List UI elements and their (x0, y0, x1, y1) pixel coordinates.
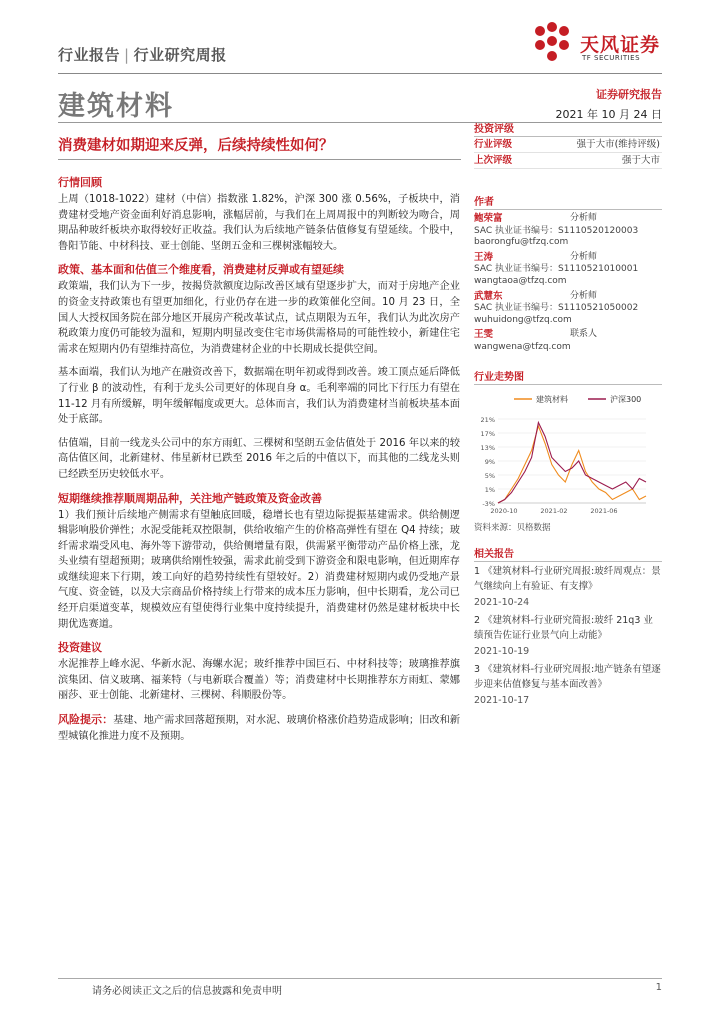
trend-heading: 行业走势图 (474, 370, 662, 385)
category-separator: | (124, 46, 130, 64)
y-tick-label: 17% (480, 429, 495, 438)
header-divider (58, 73, 662, 74)
risk-notice (58, 712, 460, 744)
author-entry (474, 252, 662, 288)
related-title[interactable]: 1 《建筑材料-行业研究周报:玻纤周观点：景气继续向上有验证、有支撑》 (474, 565, 661, 593)
category-primary: 行业报告 (58, 46, 121, 64)
report-type: 证券研究报告 (596, 88, 662, 101)
author-name: 武慧东 (474, 290, 503, 302)
rating-key: 上次评级 (474, 155, 513, 166)
rating-row (474, 137, 662, 153)
company-name: 天风证券 (580, 34, 661, 56)
section-recommendation (58, 491, 460, 633)
sidebar (474, 122, 662, 709)
risk-text: 基建、地产需求回落超预期，对水泥、玻璃价格涨价趋势造成影响；旧改和新型城镇化推进力度不及预期。 (58, 715, 461, 742)
author-email[interactable]: baorongfu@tfzq.com (474, 237, 569, 248)
related-item[interactable] (474, 613, 662, 660)
page-number: 1 (655, 982, 662, 993)
footer-disclaimer[interactable]: 请务必阅读正文之后的信息披露和免责申明 (92, 986, 282, 997)
section-heading: 短期继续推荐顺周期品种，关注地产链政策及资金改善 (58, 491, 322, 505)
legend-label: 建筑材料 (536, 394, 568, 404)
chart-source: 资料来源：贝格数据 (474, 522, 551, 533)
author-role: 分析师 (570, 251, 598, 262)
trend-chart-svg (474, 389, 662, 519)
rating-heading: 投资评级 (474, 122, 662, 137)
title-divider (58, 159, 461, 160)
sector-title: 建筑材料 (58, 91, 174, 122)
report-date: 2021 年 10 月 24 日 (555, 108, 662, 121)
report-title: 消费建材如期迎来反弹，后续持续性如何？ (58, 138, 334, 154)
author-cert: SAC 执业证书编号：S1110520120003 (474, 225, 639, 236)
risk-label: 风险提示： (58, 713, 114, 727)
author-cert: SAC 执业证书编号：S1110521010001 (474, 264, 639, 275)
company-name-en: TF SECURITIES (582, 54, 641, 62)
y-tick-label: 9% (484, 457, 495, 466)
author-email[interactable]: wuhuidong@tfzq.com (474, 314, 572, 325)
author-email[interactable]: wangwena@tfzq.com (474, 341, 571, 352)
x-tick-label: 2021-06 (590, 506, 618, 515)
related-heading: 相关报告 (474, 547, 662, 562)
section-paragraph: 上周（1018-1022）建材（中信）指数涨 1.82%，沪深 300 涨 0.56%，子板块中，消费建材受地产资金面利好消息影响，涨幅居前，与我们在上周周报中的判断较为吻合，周期品种玻纤板块亦取得较好正收益。我们认为后续地产链条估值修复有望延续。个股中，鲁阳节能、中材科技、亚士创能、坚朗五金和三棵树涨幅较大。 (58, 194, 460, 252)
rating-row (474, 153, 662, 169)
company-logo-icon (530, 18, 580, 68)
related-item[interactable] (474, 564, 662, 611)
author-name: 王雯 (474, 329, 494, 341)
authors-heading: 作者 (474, 195, 662, 210)
author-name: 鲍荣富 (474, 213, 503, 224)
author-role: 分析师 (570, 290, 598, 301)
report-category (58, 44, 227, 65)
section-paragraph: 基本面端，我们认为地产在融资改善下，数据端在明年初或得到改善。竣工顶点延后降低了行业 β 的波动性，有利于龙头公司更好的体现自身 α。毛利率端的同比下行压力有望在 11-12 月有所缓解，明年缓解幅度或更大。总体而言，我们认为消费建材当前板块基本面处于底部。 (58, 367, 460, 426)
section-heading: 政策、基本面和估值三个维度看，消费建材反弹或有望延续 (58, 263, 344, 277)
y-tick-label: 13% (480, 443, 495, 452)
section-investment (58, 640, 460, 704)
section-heading: 投资建议 (58, 641, 102, 655)
section-heading: 行情回顾 (58, 176, 102, 189)
section-policy (58, 262, 460, 482)
category-secondary: 行业研究周报 (133, 46, 227, 64)
series-line (498, 426, 646, 503)
y-tick-label: 21% (480, 415, 495, 424)
y-tick-label: 5% (484, 471, 495, 480)
y-tick-label: -3% (482, 499, 495, 508)
y-tick-label: 1% (484, 485, 495, 494)
author-role: 联系人 (570, 329, 598, 340)
author-role: 分析师 (570, 213, 598, 223)
section-paragraph: 政策端，我们认为下一步，按揭贷款额度边际改善区域有望逐步扩大，而对于房地产企业的资金支持政策也有望更加细化，行业仍存在进一步的政策催化空间。10 月 23 日，全国人大授权国务院在部分地区开展房产税改革试点，试点期限为五年，我们认为此次房产税政策力度仍可能较为温和，短期内明显改变住宅市场供需格局的可能性较小，新建住宅需求在短期内仍有望维持高位，为消费建材企业的中长期成长提供空间。 (58, 281, 460, 355)
related-date: 2021-10-17 (474, 694, 530, 706)
rating-key: 行业评级 (474, 139, 513, 150)
author-entry (474, 329, 662, 353)
related-date: 2021-10-19 (474, 645, 530, 657)
x-tick-label: 2021-02 (540, 506, 568, 515)
section-market-review (58, 175, 460, 254)
section-paragraph: 水泥推荐上峰水泥、华新水泥、海螺水泥；玻纤推荐中国巨石、中材科技等；玻璃推荐旗滨集团、信义玻璃、福莱特（与电新联合覆盖）等；消费建材中长期推荐东方雨虹、蒙娜丽莎、亚士创能、北新建材、三棵树、科顺股份等。 (58, 659, 460, 702)
x-tick-label: 2020-10 (490, 506, 518, 515)
footer-divider (58, 978, 662, 979)
author-email[interactable]: wangtaoa@tfzq.com (474, 275, 567, 286)
trend-chart (474, 389, 662, 519)
section-paragraph: 估值端，目前一线龙头公司中的东方雨虹、三棵树和坚朗五金估值处于 2016 年以来的较高估值区间，北新建材、伟星新材已跌至 2016 年之后的中值以下，而其他的二线龙头则已经跌至历史较低水平。 (58, 437, 460, 480)
author-cert: SAC 执业证书编号：S1110521050002 (474, 303, 639, 314)
related-title[interactable]: 3 《建筑材料-行业研究周报:地产链条有望逐步迎来估值修复与基本面改善》 (474, 663, 661, 691)
author-name: 王涛 (474, 251, 494, 263)
legend-label: 沪深300 (610, 394, 642, 404)
related-date: 2021-10-24 (474, 596, 530, 608)
related-title[interactable]: 2 《建筑材料-行业研究简报:玻纤 21q3 业绩预告佐证行业景气向上动能》 (474, 614, 653, 642)
related-item[interactable] (474, 662, 662, 709)
main-body (58, 175, 460, 744)
rating-value: 强于大市(维持评级) (576, 139, 660, 150)
author-entry (474, 213, 662, 249)
rating-value: 强于大市 (621, 155, 660, 166)
series-line (498, 422, 646, 503)
section-paragraph: 1）我们预计后续地产侧需求有望触底回暖，稳增长也有望边际提振基建需求。供给侧逻辑影响股价弹性；水泥受能耗双控限制，供给收缩产生的价格高弹性有望在 Q4 持续；玻纤需求端受风电、海外等下游带动，供给侧增量有限，供需紧平衡带动产品价格上涨，龙头业绩有望超预期；玻璃供给刚性较强，需求此前受到下游资金和限电影响，但近期库存或继续迎来下行期，竣工向好的趋势持续性有望较好。2）消费建材短期内或仍受地产景气度、资金链，以及大宗商品价格持续上行带来的成本压力影响，但中长期看，龙公司已经开启渠道变革，规模效应有望使得行业集中度持续提升，消费建材仍然是建材板块中长期优选赛道。 (58, 509, 460, 630)
author-entry (474, 291, 662, 327)
